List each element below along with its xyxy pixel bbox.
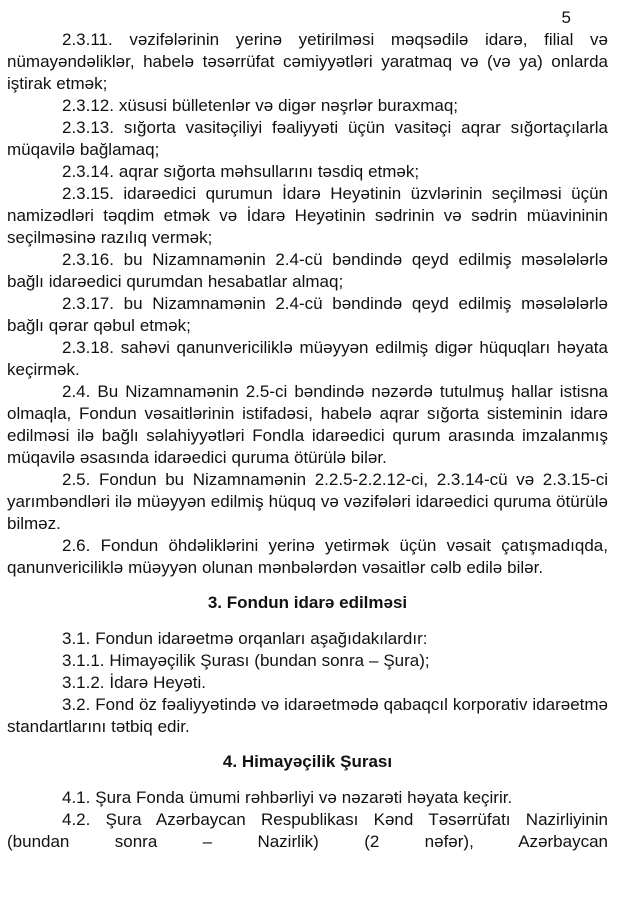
paragraph-2-3-15: 2.3.15. idarəedici qurumun İdarə Heyətinin üzvlərinin seçilməsi üçün namizədləri təqdim etmək və İdarə Heyətinin sədrinin və sədrin müavininin seçilməsinə razılıq vermək; bbox=[7, 184, 608, 247]
page-number: 5 bbox=[561, 8, 571, 27]
paragraph-3-1-1: 3.1.1. Himayəçilik Şurası (bundan sonra – Şura); bbox=[62, 651, 430, 670]
paragraph-3-1: 3.1. Fondun idarəetmə orqanları aşağıdakılardır: bbox=[62, 629, 428, 648]
paragraph-2-3-18: 2.3.18. sahəvi qanunvericiliklə müəyyən edilmiş digər hüquqları həyata keçirmək. bbox=[7, 338, 608, 379]
paragraph-2-6: 2.6. Fondun öhdəliklərini yerinə yetirmək üçün vəsait çatışmadıqda, qanunvericiliklə müəyyən olunan mənbələrdən vəsaitlər cəlb edilə bilər. bbox=[7, 536, 608, 577]
paragraph-2-3-16: 2.3.16. bu Nizamnamənin 2.4-cü bəndində qeyd edilmiş məsələlərlə bağlı idarəedici qurumdan hesabatlar almaq; bbox=[7, 250, 608, 291]
section-heading-4: 4. Himayəçilik Şurası bbox=[222, 752, 393, 771]
paragraph-2-5: 2.5. Fondun bu Nizamnamənin 2.2.5-2.2.12-ci, 2.3.14-cü və 2.3.15-ci yarımbəndləri ilə müəyyən edilmiş hüquq və vəzifələri idarəedici quruma ötürülə bilməz. bbox=[7, 470, 608, 533]
paragraph-3-1-2: 3.1.2. İdarə Heyəti. bbox=[62, 673, 206, 692]
paragraph-2-3-11: 2.3.11. vəzifələrinin yerinə yetirilməsi məqsədilə idarə, filial və nümayəndəliklər, habelə təsərrüfat cəmiyyətləri yaratmaq və (və ya) onlarda iştirak etmək; bbox=[7, 30, 608, 93]
section-heading-3: 3. Fondun idarə edilməsi bbox=[207, 593, 408, 612]
paragraph-3-2: 3.2. Fond öz fəaliyyətində və idarəetmədə qabaqcıl korporativ idarəetmə standartlarını tətbiq edir. bbox=[7, 695, 608, 736]
paragraph-2-3-12: 2.3.12. xüsusi bülletenlər və digər nəşrlər buraxmaq; bbox=[62, 96, 459, 115]
paragraph-2-3-14: 2.3.14. aqrar sığorta məhsullarını təsdiq etmək; bbox=[62, 162, 420, 181]
paragraph-2-3-13: 2.3.13. sığorta vasitəçiliyi fəaliyyəti üçün vasitəçi aqrar sığortaçılarla müqavilə bağlamaq; bbox=[7, 118, 608, 159]
paragraph-4-1: 4.1. Şura Fonda ümumi rəhbərliyi və nəzarəti həyata keçirir. bbox=[62, 788, 513, 807]
paragraph-2-4: 2.4. Bu Nizamnamənin 2.5-ci bəndində nəzərdə tutulmuş hallar istisna olmaqla, Fondun vəsaitlərinin istifadəsi, habelə aqrar sığorta sisteminin idarə edilməsi ilə bağlı səlahiyyətləri Fondla idarəedici qurum arasında imzalanmış müqavilə əsasında idarəedici quruma ötürülə bilər. bbox=[7, 382, 608, 467]
paragraph-2-3-17: 2.3.17. bu Nizamnamənin 2.4-cü bəndində qeyd edilmiş məsələlərlə bağlı qərar qəbul etmək; bbox=[7, 294, 608, 335]
paragraph-4-2: 4.2. Şura Azərbaycan Respublikası Kənd Təsərrüfatı Nazirliyinin (bundan sonra – Nazirlik) (2 nəfər), Azərbaycan bbox=[7, 810, 608, 851]
